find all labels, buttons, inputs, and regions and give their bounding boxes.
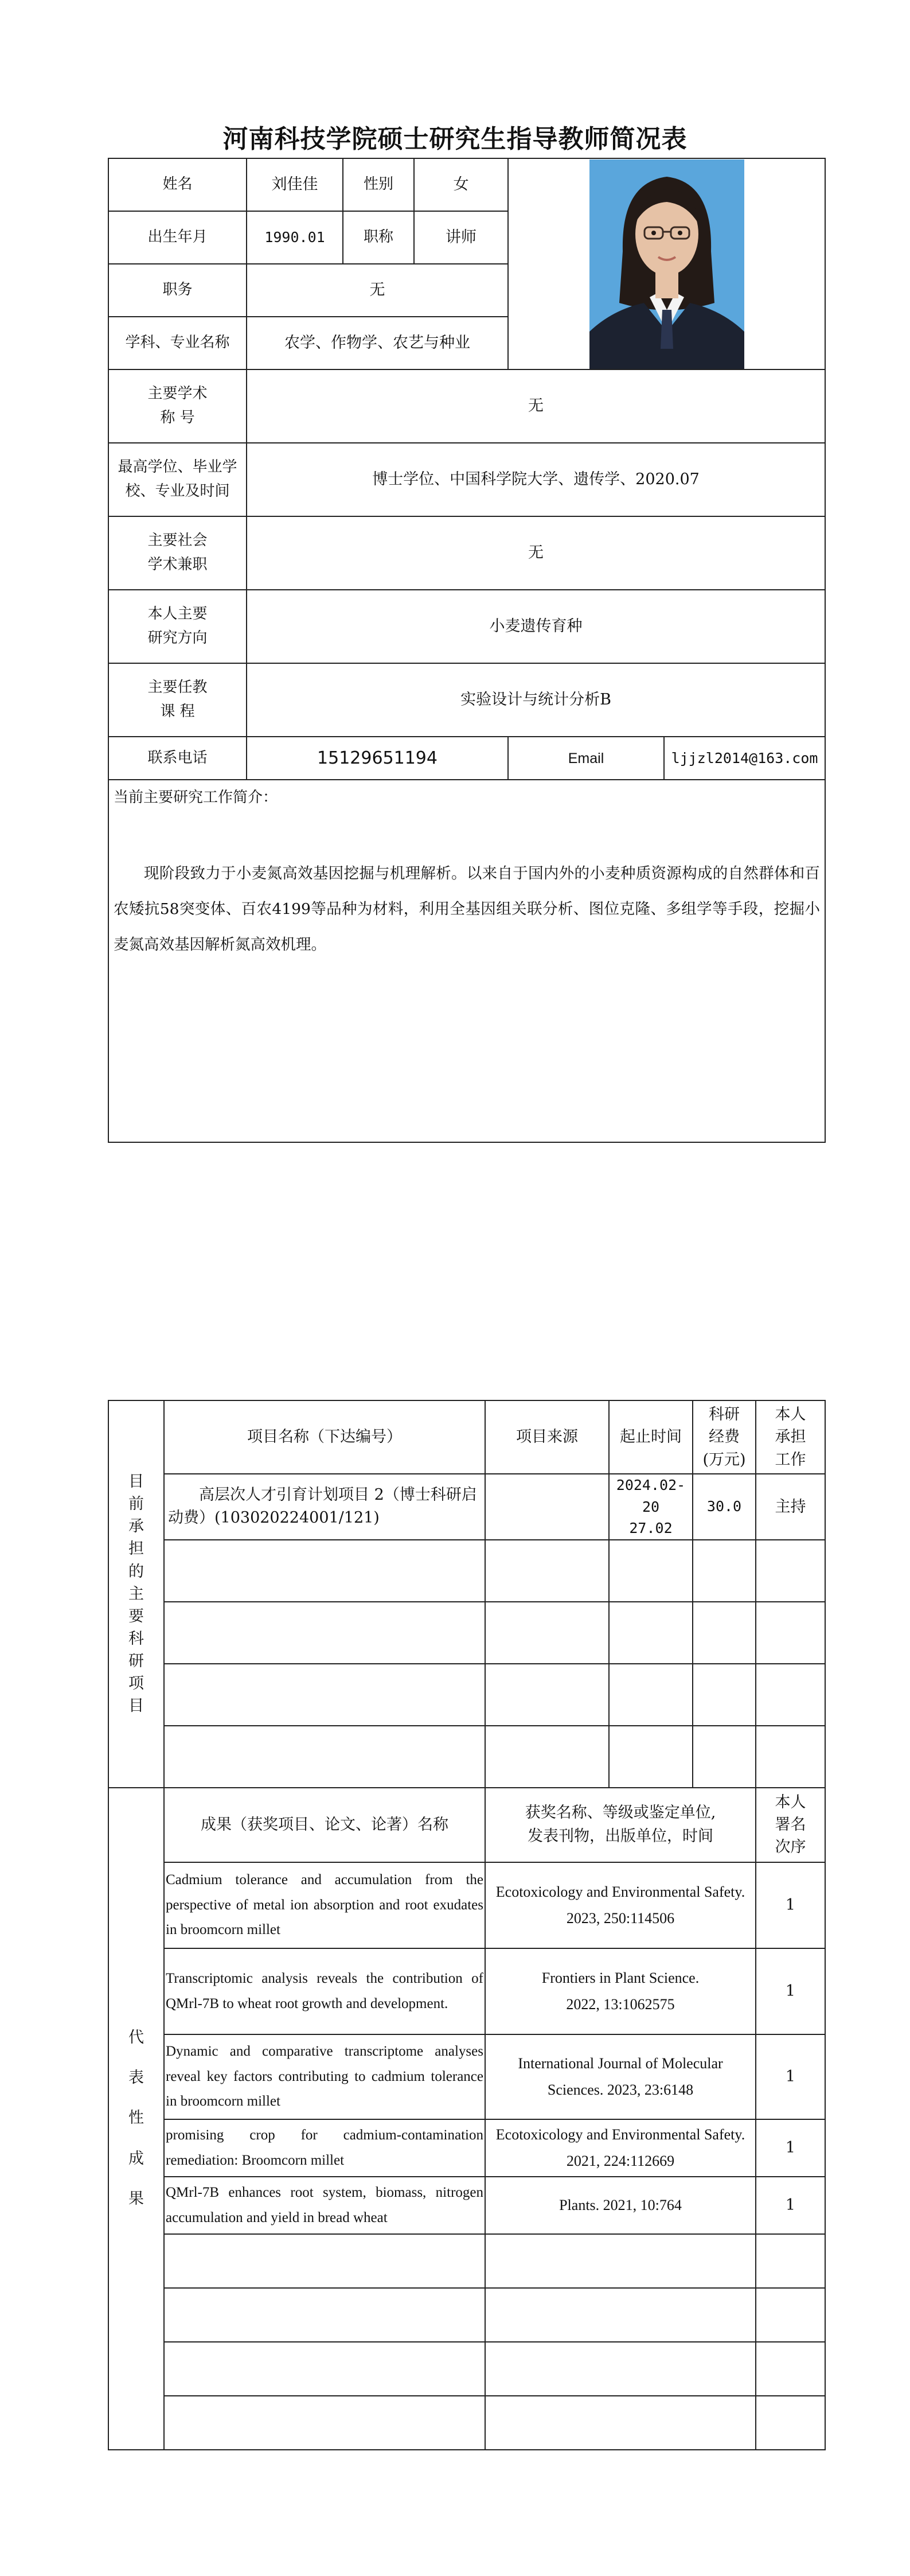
academic-title-label-line2: 称 号 <box>160 409 195 426</box>
courses-label-line1: 主要任教 <box>147 679 208 696</box>
achievement-title: QMrl-7B enhances root system, biomass, nitrogen accumulation and yield in bread wheat <box>164 2177 485 2234</box>
project-name: 高层次人才引育计划项目 2（博士科研启动费）(103020224001/121) <box>164 1474 485 1540</box>
position-value: 无 <box>247 264 508 317</box>
achievement-title: Transcriptomic analysis reveals the contribution of QMrl-7B to wheat root growth and development. <box>164 1948 485 2034</box>
achievement-title: Dynamic and comparative transcriptome analyses reveal key factors contributing to cadmium tolerance in broomcorn millet <box>164 2034 485 2119</box>
achievements-section-label: 代 表 性 成 果 <box>108 1788 164 2450</box>
name-value: 刘佳佳 <box>247 158 343 211</box>
social-label <box>108 516 247 590</box>
name-label: 姓名 <box>108 158 247 211</box>
achievement-venue-header: 获奖名称、等级或鉴定单位, 发表刊物，出版单位，时间 <box>485 1788 756 1862</box>
intro-heading: 当前主要研究工作简介： <box>114 789 278 806</box>
social-value: 无 <box>247 516 825 590</box>
project-funds-header: 科研 经费 (万元) <box>693 1400 756 1474</box>
project-funds: 30.0 <box>693 1474 756 1540</box>
research-label-line2: 研究方向 <box>147 629 208 647</box>
empty-achievement-row <box>108 2288 825 2342</box>
intro-body: 现阶段致力于小麦氮高效基因挖掘与机理解析。以来自于国内外的小麦种质资源构成的自然群体和百农矮抗58突变体、百农4199等品种为材料，利用全基因组关联分析、图位克隆、多组学等手段，挖掘小麦氮高效基因解析氮高效机理。 <box>114 864 821 954</box>
research-label <box>108 590 247 663</box>
achievement-order: 1 <box>756 2034 825 2119</box>
achievement-order: 1 <box>756 1862 825 1948</box>
gender-label: 性别 <box>343 158 414 211</box>
project-source <box>485 1474 609 1540</box>
discipline-label: 学科、专业名称 <box>108 317 247 369</box>
empty-project-row <box>108 1540 825 1602</box>
degree-value: 博士学位、中国科学院大学、遗传学、2020.07 <box>247 443 825 516</box>
achievement-title: promising crop for cadmium-contamination remediation: Broomcorn millet <box>164 2119 485 2177</box>
project-period: 2024.02-20 27.02 <box>609 1474 693 1540</box>
social-label-line2: 学术兼职 <box>147 556 208 573</box>
degree-label-line2: 校、专业及时间 <box>125 482 230 500</box>
birth-label: 出生年月 <box>108 211 247 264</box>
project-name-header: 项目名称（下达编号） <box>164 1400 485 1474</box>
title-value: 讲师 <box>414 211 508 264</box>
achievement-venue: Plants. 2021, 10:764 <box>485 2177 756 2234</box>
achievement-venue: Frontiers in Plant Science. 2022, 13:1062575 <box>485 1948 756 2034</box>
project-role-header: 本人 承担 工作 <box>756 1400 825 1474</box>
achievement-order: 1 <box>756 2119 825 2177</box>
discipline-value: 农学、作物学、农艺与种业 <box>247 317 508 369</box>
email-value: ljjzl2014@163.com <box>664 737 825 780</box>
achievement-order: 1 <box>756 1948 825 2034</box>
achievement-name-header: 成果（获奖项目、论文、论著）名称 <box>164 1788 485 1862</box>
page-title: 河南科技学院硕士研究生指导教师简况表 <box>222 124 688 154</box>
empty-achievement-row <box>108 2342 825 2396</box>
courses-label <box>108 663 247 737</box>
empty-project-row <box>108 1726 825 1788</box>
academic-title-value: 无 <box>247 369 825 443</box>
research-intro <box>108 780 825 1142</box>
phone-value: 15129651194 <box>247 737 508 780</box>
portrait-icon <box>589 159 744 369</box>
achievement-order-header: 本人 署名 次序 <box>756 1788 825 1862</box>
project-source-header: 项目来源 <box>485 1400 609 1474</box>
degree-label-line1: 最高学位、毕业学 <box>118 458 237 476</box>
research-value: 小麦遗传育种 <box>247 590 825 663</box>
achievement-venue: Ecotoxicology and Environmental Safety. 2021, 224:112669 <box>485 2119 756 2177</box>
project-period-header: 起止时间 <box>609 1400 693 1474</box>
academic-title-label <box>108 369 247 443</box>
email-label: Email <box>508 737 664 780</box>
social-label-line1: 主要社会 <box>147 532 208 550</box>
photo-cell <box>508 158 825 369</box>
gender-value: 女 <box>414 158 508 211</box>
empty-achievement-row <box>108 2234 825 2288</box>
phone-label: 联系电话 <box>108 737 247 780</box>
projects-section-label: 目 前 承 担 的 主 要 科 研 项 目 <box>108 1400 164 1788</box>
achievement-venue: International Journal of Molecular Sciences. 2023, 23:6148 <box>485 2034 756 2119</box>
courses-label-line2: 课 程 <box>160 703 195 720</box>
courses-value: 实验设计与统计分析B <box>247 663 825 737</box>
empty-achievement-row <box>108 2396 825 2450</box>
position-label: 职务 <box>108 264 247 317</box>
teacher-portrait-photo <box>589 159 744 369</box>
research-label-line1: 本人主要 <box>147 605 208 623</box>
birth-value: 1990.01 <box>247 211 343 264</box>
title-label: 职称 <box>343 211 414 264</box>
degree-label <box>108 443 247 516</box>
projects-achievements-table <box>108 1400 826 2450</box>
project-role: 主持 <box>756 1474 825 1540</box>
profile-table <box>108 158 826 1143</box>
achievement-order: 1 <box>756 2177 825 2234</box>
achievement-title: Cadmium tolerance and accumulation from the perspective of metal ion absorption and root exudates in broomcorn millet <box>164 1862 485 1948</box>
empty-project-row <box>108 1602 825 1664</box>
empty-project-row <box>108 1664 825 1726</box>
achievement-venue: Ecotoxicology and Environmental Safety. 2023, 250:114506 <box>485 1862 756 1948</box>
academic-title-label-line1: 主要学术 <box>147 385 208 403</box>
